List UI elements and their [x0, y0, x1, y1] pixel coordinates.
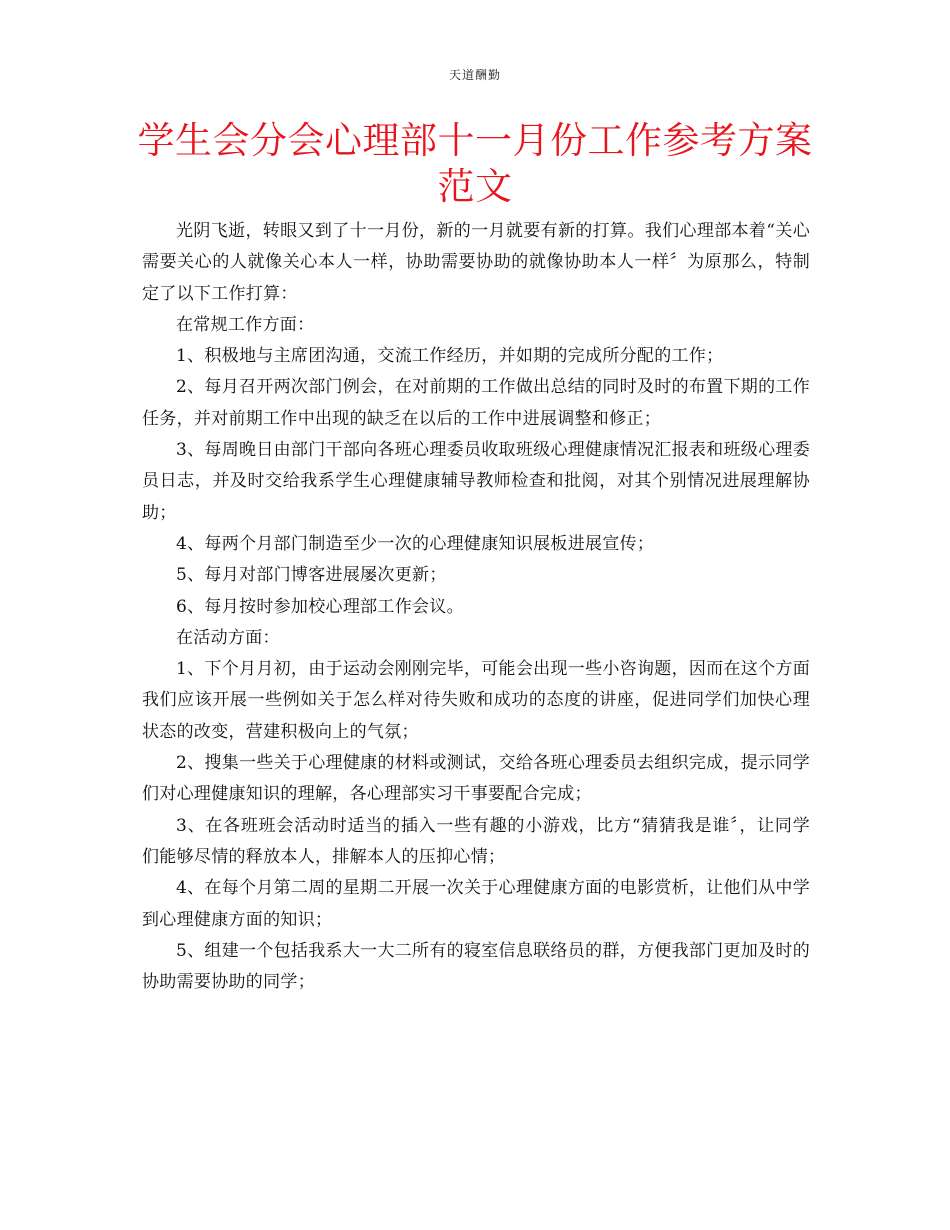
- paragraph-intro: 光阴飞逝，转眼又到了十一月份，新的一月就要有新的打算。我们心理部本着“关心需要关心的人就像关心本人一样，协助需要协助的就像协助本人一样〞为原那么，特制定了以下工作打算：: [142, 221, 810, 304]
- list-item: 6、每月按时参加校心理部工作会议。: [176, 596, 464, 617]
- list-item: 4、每两个月部门制造至少一次的心理健康知识展板进展宣传；: [176, 533, 655, 554]
- list-item: 1、积极地与主席团沟通，交流工作经历，并如期的完成所分配的工作；: [176, 346, 724, 367]
- document-title: 学生会分会心理部十一月份工作参考方案范文: [137, 119, 813, 208]
- list-item: 5、每月对部门博客进展屡次更新；: [176, 565, 447, 586]
- list-item: 2、搜集一些关于心理健康的材料或测试，交给各班心理委员去组织完成，提示同学们对心理健康知识的理解，各心理部实习干事要配合完成；: [142, 753, 810, 805]
- list-item: 3、每周晚日由部门干部向各班心理委员收取班级心理健康情况汇报表和班级心理委员日志，并及时交给我系学生心理健康辅导教师检查和批阅，对其个别情况进展理解协助；: [142, 440, 810, 523]
- list-item: 5、组建一个包括我系大一大二所有的寝室信息联络员的群，方便我部门更加及时的协助需要协助的同学；: [142, 940, 810, 993]
- list-item: 3、在各班班会活动时适当的插入一些有趣的小游戏，比方“猜猜我是谁〞，让同学们能够尽情的释放本人，排解本人的压抑心情；: [142, 815, 810, 867]
- list-item: 4、在每个月第二周的星期二开展一次关于心理健康方面的电影赏析，让他们从中学到心理健康方面的知识；: [142, 878, 810, 930]
- section-heading-routine: 在常规工作方面：: [176, 314, 315, 335]
- document-body: [142, 216, 810, 998]
- page-header: 天道酬勤: [448, 68, 501, 82]
- section-heading-activities: 在活动方面：: [176, 627, 280, 648]
- list-item: 2、每月召开两次部门例会，在对前期的工作做出总结的同时及时的布置下期的工作任务，并对前期工作中出现的缺乏在以后的工作中进展调整和修正；: [142, 377, 810, 429]
- list-item: 1、下个月月初，由于运动会刚刚完毕，可能会出现一些小咨询题，因而在这个方面我们应该开展一些例如关于怎么样对待失败和成功的态度的讲座，促进同学们加快心理状态的改变，营建积极向上的气氛；: [142, 659, 810, 742]
